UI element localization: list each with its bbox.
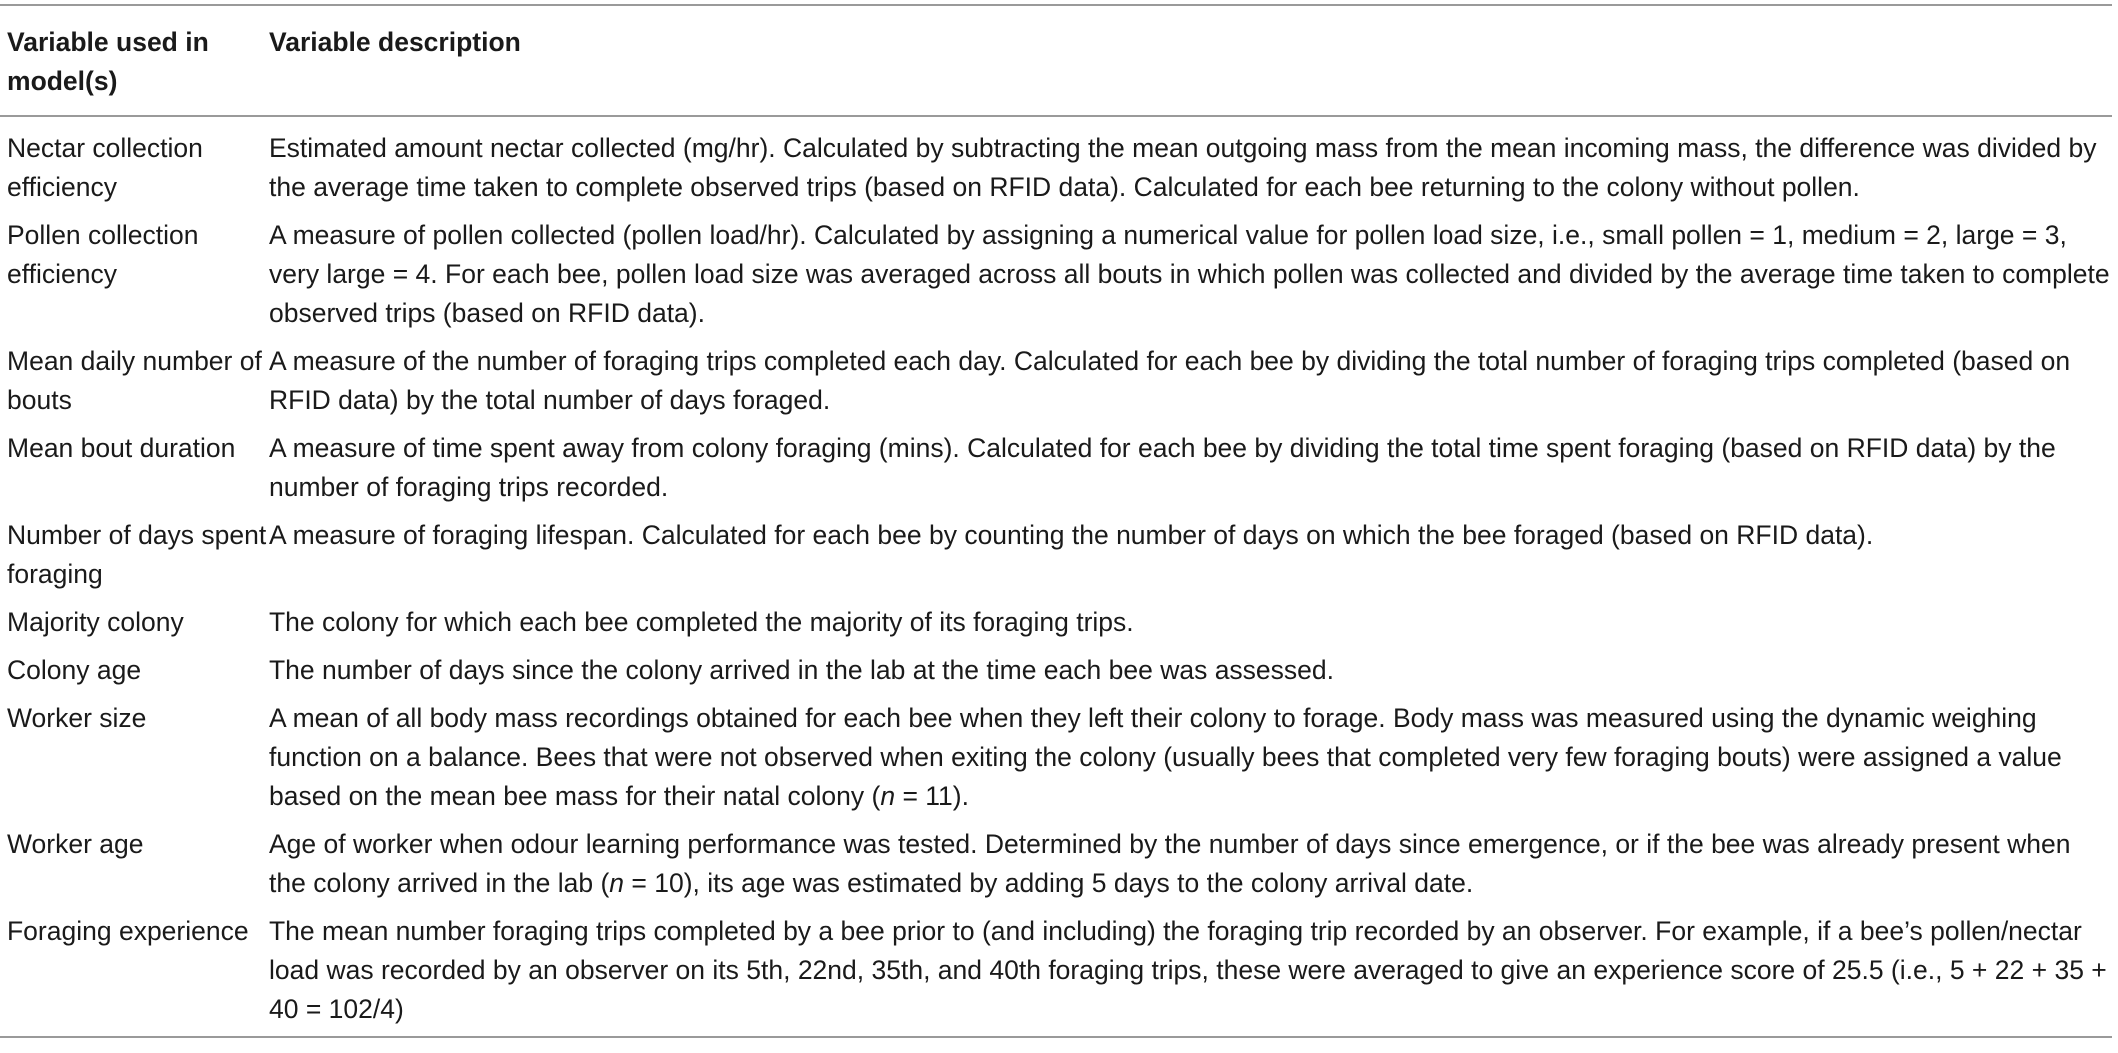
variable-cell: Foraging experience xyxy=(7,916,249,946)
description-cell: A measure of the number of foraging trips completed each day. Calculated for each bee by dividing the total number of foraging trips completed (based on RFID data) by the total number of days foraged. xyxy=(269,346,2071,415)
table-header xyxy=(0,5,2112,116)
table-row xyxy=(0,825,2112,912)
variable-cell: Majority colony xyxy=(7,607,184,637)
header-row xyxy=(0,5,2112,116)
description-cell xyxy=(267,699,2112,825)
description-text: = 10), its age was estimated by adding 5 days to the colony arrival date. xyxy=(624,868,1474,898)
table-row xyxy=(0,699,2112,825)
description-cell: A measure of pollen collected (pollen load/hr). Calculated by assigning a numerical value for pollen load size, i.e., small pollen = 1, medium = 2, large = 3, very large = 4. For each bee, pollen load size was averaged across all bouts in which pollen was collected and divided by the average time taken to complete observed trips (based on RFID data). xyxy=(269,220,2110,328)
table-body xyxy=(0,116,2112,1037)
description-text: A mean of all body mass recordings obtained for each bee when they left their colony to forage. Body mass was measured using the dynamic weighing function on a balance. Bees that were not observed when exiting the colony (usually bees that completed very few foraging bouts) were assigned a value based on the mean bee mass for their natal colony ( xyxy=(269,703,2062,811)
description-cell: The number of days since the colony arrived in the lab at the time each bee was assessed. xyxy=(269,655,1335,685)
variable-cell: Worker size xyxy=(7,703,147,733)
description-cell: The colony for which each bee completed the majority of its foraging trips. xyxy=(269,607,1134,637)
variable-cell: Nectar collection efficiency xyxy=(7,133,203,202)
table-row xyxy=(0,116,2112,216)
description-cell: A measure of foraging lifespan. Calculated for each bee by counting the number of days on which the bee foraged (based on RFID data). xyxy=(269,520,1874,550)
table-row xyxy=(0,651,2112,699)
description-text: = 11). xyxy=(895,781,969,811)
sample-size-symbol: n xyxy=(880,781,896,811)
table-row xyxy=(0,342,2112,429)
variable-cell: Mean daily number of bouts xyxy=(7,346,262,415)
table-row xyxy=(0,516,2112,603)
variable-cell: Mean bout duration xyxy=(7,433,236,463)
table-row xyxy=(0,603,2112,651)
header-description: Variable description xyxy=(269,27,521,57)
variables-table xyxy=(0,4,2112,1038)
description-cell: Estimated amount nectar collected (mg/hr). Calculated by subtracting the mean outgoing mass from the mean incoming mass, the difference was divided by the average time taken to complete observed trips (based on RFID data). Calculated for each bee returning to the colony without pollen. xyxy=(269,133,2097,202)
description-text: Age of worker when odour learning performance was tested. Determined by the number of days since emergence, or if the bee was already present when the colony arrived in the lab ( xyxy=(269,829,2071,898)
variable-cell: Worker age xyxy=(7,829,144,859)
description-cell: A measure of time spent away from colony foraging (mins). Calculated for each bee by dividing the total time spent foraging (based on RFID data) by the number of foraging trips recorded. xyxy=(269,433,2056,502)
table-row xyxy=(0,912,2112,1037)
table-row xyxy=(0,216,2112,342)
table-row xyxy=(0,429,2112,516)
sample-size-symbol: n xyxy=(609,868,625,898)
description-cell xyxy=(267,825,2112,912)
variable-cell: Colony age xyxy=(7,655,142,685)
variable-cell: Pollen collection efficiency xyxy=(7,220,199,289)
description-cell: The mean number foraging trips completed by a bee prior to (and including) the foraging trip recorded by an observer. For example, if a bee’s pollen/nectar load was recorded by an observer on its 5th, 22nd, 35th, and 40th foraging trips, these were averaged to give an experience score of 25.5 (i.e., 5 + 22 + 35 + 40 = 102/4) xyxy=(269,916,2107,1024)
header-variable: Variable used in model(s) xyxy=(7,27,209,96)
variable-cell: Number of days spent foraging xyxy=(7,520,267,589)
